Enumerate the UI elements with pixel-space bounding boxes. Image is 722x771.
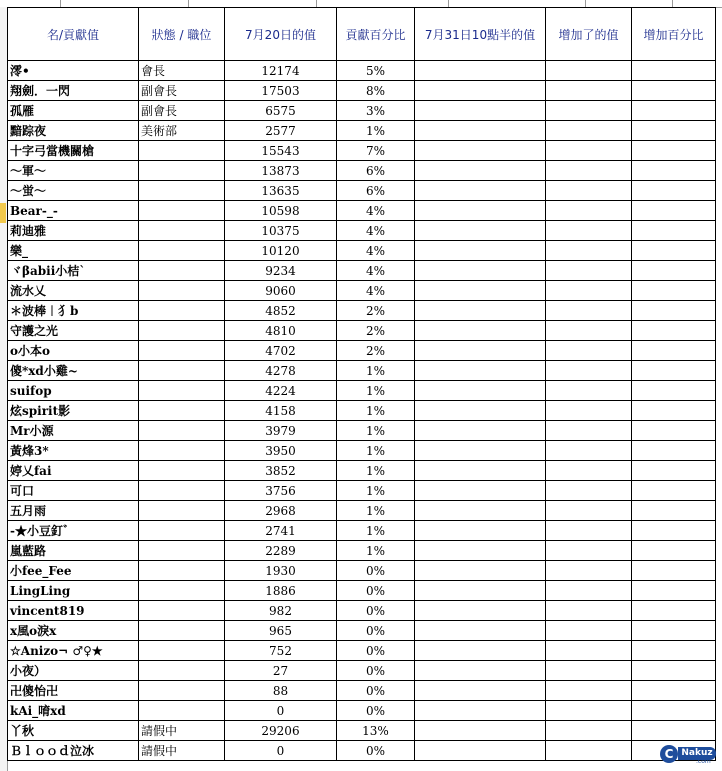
table-row [8, 301, 716, 321]
member-role-cell[interactable] [139, 521, 225, 541]
member-name-cell[interactable]: 澪• [8, 61, 139, 81]
value-0720-cell[interactable]: 3979 [225, 421, 337, 441]
value-0720-cell[interactable]: 6575 [225, 101, 337, 121]
percent-cell[interactable]: 0% [337, 581, 415, 601]
value-0720-cell[interactable]: 2289 [225, 541, 337, 561]
increase-cell[interactable] [546, 61, 632, 81]
increase-percent-cell[interactable] [632, 601, 716, 621]
value-0720-cell[interactable]: 10375 [225, 221, 337, 241]
member-role-cell[interactable] [139, 161, 225, 181]
increase-percent-cell[interactable] [632, 241, 716, 261]
member-role-cell[interactable] [139, 401, 225, 421]
table-row [8, 241, 716, 261]
increase-cell[interactable] [546, 521, 632, 541]
increase-cell[interactable] [546, 141, 632, 161]
increase-percent-cell[interactable] [632, 181, 716, 201]
member-name-cell[interactable]: 樂_ [8, 241, 139, 261]
increase-percent-cell[interactable] [632, 721, 716, 741]
increase-cell[interactable] [546, 441, 632, 461]
value-0731-cell[interactable] [415, 581, 546, 601]
header-value-0720[interactable]: 7月20日的值 [225, 8, 337, 61]
table-row [8, 661, 716, 681]
value-0731-cell[interactable] [415, 281, 546, 301]
value-0720-cell[interactable]: 29206 [225, 721, 337, 741]
percent-cell[interactable]: 4% [337, 201, 415, 221]
increase-percent-cell[interactable] [632, 421, 716, 441]
table-row [8, 61, 716, 81]
table-row [8, 401, 716, 421]
table-row [8, 381, 716, 401]
percent-cell[interactable]: 4% [337, 221, 415, 241]
table-row [8, 421, 716, 441]
increase-cell[interactable] [546, 381, 632, 401]
percent-cell[interactable]: 0% [337, 561, 415, 581]
table-row [8, 541, 716, 561]
member-name-cell[interactable]: 傻*xd小雞~ [8, 361, 139, 381]
member-name-cell[interactable]: 可口 [8, 481, 139, 501]
member-name-cell[interactable]: -★小豆釘゛ [8, 521, 139, 541]
value-0731-cell[interactable] [415, 421, 546, 441]
value-0731-cell[interactable] [415, 61, 546, 81]
value-0731-cell[interactable] [415, 561, 546, 581]
table-row [8, 441, 716, 461]
percent-cell[interactable]: 1% [337, 421, 415, 441]
increase-percent-cell[interactable] [632, 561, 716, 581]
value-0731-cell[interactable] [415, 321, 546, 341]
increase-percent-cell[interactable] [632, 201, 716, 221]
member-role-cell[interactable] [139, 541, 225, 561]
site-logo [660, 744, 718, 766]
member-role-cell[interactable]: 會長 [139, 61, 225, 81]
value-0731-cell[interactable] [415, 401, 546, 421]
percent-cell[interactable]: 2% [337, 301, 415, 321]
percent-cell[interactable]: 3% [337, 101, 415, 121]
increase-percent-cell[interactable] [632, 701, 716, 721]
member-name-cell[interactable]: x風o淚x [8, 621, 139, 641]
table-row [8, 581, 716, 601]
member-role-cell[interactable] [139, 481, 225, 501]
increase-cell[interactable] [546, 401, 632, 421]
member-role-cell[interactable] [139, 641, 225, 661]
member-name-cell[interactable]: 孤雁 [8, 101, 139, 121]
member-role-cell[interactable] [139, 341, 225, 361]
table-row [8, 641, 716, 661]
increase-percent-cell[interactable] [632, 541, 716, 561]
increase-percent-cell[interactable] [632, 381, 716, 401]
value-0720-cell[interactable]: 10120 [225, 241, 337, 261]
increase-percent-cell[interactable] [632, 681, 716, 701]
column-divider [60, 0, 61, 7]
percent-cell[interactable]: 6% [337, 161, 415, 181]
member-role-cell[interactable] [139, 261, 225, 281]
percent-cell[interactable]: 1% [337, 381, 415, 401]
value-0720-cell[interactable]: 2577 [225, 121, 337, 141]
increase-cell[interactable] [546, 501, 632, 521]
header-increase[interactable]: 增加了的值 [546, 8, 632, 61]
percent-cell[interactable]: 7% [337, 141, 415, 161]
increase-percent-cell[interactable] [632, 401, 716, 421]
percent-cell[interactable]: 8% [337, 81, 415, 101]
column-divider [585, 0, 586, 7]
member-name-cell[interactable]: 流水乂 [8, 281, 139, 301]
value-0731-cell[interactable] [415, 501, 546, 521]
header-row [8, 8, 716, 61]
increase-percent-cell[interactable] [632, 221, 716, 241]
increase-cell[interactable] [546, 101, 632, 121]
value-0731-cell[interactable] [415, 261, 546, 281]
increase-percent-cell[interactable] [632, 361, 716, 381]
percent-cell[interactable]: 1% [337, 521, 415, 541]
percent-cell[interactable]: 1% [337, 461, 415, 481]
member-name-cell[interactable]: 翔劍．一閃 [8, 81, 139, 101]
percent-cell[interactable]: 0% [337, 621, 415, 641]
member-role-cell[interactable] [139, 281, 225, 301]
member-name-cell[interactable]: vincent819 [8, 601, 139, 621]
member-role-cell[interactable] [139, 701, 225, 721]
increase-cell[interactable] [546, 281, 632, 301]
value-0720-cell[interactable]: 0 [225, 701, 337, 721]
column-divider [316, 0, 317, 7]
table-row [8, 261, 716, 281]
header-name[interactable]: 名/貢獻值 [8, 8, 139, 61]
increase-cell[interactable] [546, 741, 632, 761]
table-row [8, 121, 716, 141]
table-row [8, 181, 716, 201]
member-role-cell[interactable] [139, 621, 225, 641]
logo-text: Nakuz [678, 747, 716, 760]
increase-cell[interactable] [546, 681, 632, 701]
increase-percent-cell[interactable] [632, 661, 716, 681]
member-role-cell[interactable] [139, 241, 225, 261]
value-0720-cell[interactable]: 1930 [225, 561, 337, 581]
member-name-cell[interactable]: ～軍～ [8, 161, 139, 181]
value-0731-cell[interactable] [415, 181, 546, 201]
member-name-cell[interactable]: 十字弓當機關槍 [8, 141, 139, 161]
increase-cell[interactable] [546, 481, 632, 501]
value-0731-cell[interactable] [415, 341, 546, 361]
member-name-cell[interactable]: ＊波棒︱犭b [8, 301, 139, 321]
increase-percent-cell[interactable] [632, 61, 716, 81]
increase-percent-cell[interactable] [632, 621, 716, 641]
table-row [8, 341, 716, 361]
value-0731-cell[interactable] [415, 741, 546, 761]
increase-cell[interactable] [546, 261, 632, 281]
value-0720-cell[interactable]: 13635 [225, 181, 337, 201]
value-0731-cell[interactable] [415, 361, 546, 381]
value-0731-cell[interactable] [415, 161, 546, 181]
table-row [8, 141, 716, 161]
member-name-cell[interactable]: Ｂｌｏｏｄ泣冰 [8, 741, 139, 761]
value-0720-cell[interactable]: 3950 [225, 441, 337, 461]
value-0720-cell[interactable]: 17503 [225, 81, 337, 101]
value-0731-cell[interactable] [415, 201, 546, 221]
table-row [8, 521, 716, 541]
value-0731-cell[interactable] [415, 701, 546, 721]
table-row [8, 741, 716, 761]
increase-percent-cell[interactable] [632, 321, 716, 341]
value-0731-cell[interactable] [415, 681, 546, 701]
member-role-cell[interactable] [139, 581, 225, 601]
member-role-cell[interactable] [139, 321, 225, 341]
increase-cell[interactable] [546, 201, 632, 221]
member-name-cell[interactable]: o小本o [8, 341, 139, 361]
value-0731-cell[interactable] [415, 101, 546, 121]
percent-cell[interactable]: 1% [337, 501, 415, 521]
value-0731-cell[interactable] [415, 481, 546, 501]
increase-percent-cell[interactable] [632, 281, 716, 301]
column-divider [448, 0, 449, 7]
increase-cell[interactable] [546, 581, 632, 601]
table-row [8, 321, 716, 341]
percent-cell[interactable]: 1% [337, 541, 415, 561]
member-role-cell[interactable] [139, 601, 225, 621]
member-name-cell[interactable]: 丫秋 [8, 721, 139, 741]
table-row [8, 601, 716, 621]
member-role-cell[interactable] [139, 301, 225, 321]
member-role-cell[interactable] [139, 661, 225, 681]
value-0720-cell[interactable]: 88 [225, 681, 337, 701]
value-0720-cell[interactable]: 10598 [225, 201, 337, 221]
percent-cell[interactable]: 1% [337, 361, 415, 381]
value-0731-cell[interactable] [415, 81, 546, 101]
table-row [8, 561, 716, 581]
member-role-cell[interactable] [139, 361, 225, 381]
percent-cell[interactable]: 1% [337, 401, 415, 421]
header-value-0731[interactable]: 7月31日10點半的值 [415, 8, 546, 61]
contribution-table [7, 7, 716, 761]
value-0720-cell[interactable]: 2741 [225, 521, 337, 541]
member-name-cell[interactable]: kAi_唷xd [8, 701, 139, 721]
member-role-cell[interactable]: 副會長 [139, 101, 225, 121]
table-row [8, 101, 716, 121]
table-row [8, 221, 716, 241]
member-role-cell[interactable] [139, 501, 225, 521]
percent-cell[interactable]: 2% [337, 341, 415, 361]
value-0720-cell[interactable]: 4702 [225, 341, 337, 361]
member-role-cell[interactable]: 美術部 [139, 121, 225, 141]
increase-cell[interactable] [546, 541, 632, 561]
value-0720-cell[interactable]: 4278 [225, 361, 337, 381]
increase-percent-cell[interactable] [632, 341, 716, 361]
value-0731-cell[interactable] [415, 141, 546, 161]
table-row [8, 81, 716, 101]
member-role-cell[interactable] [139, 561, 225, 581]
value-0720-cell[interactable]: 13873 [225, 161, 337, 181]
logo-mark-icon: C [660, 745, 678, 763]
percent-cell[interactable]: 4% [337, 261, 415, 281]
increase-cell[interactable] [546, 221, 632, 241]
table-row [8, 361, 716, 381]
member-name-cell[interactable]: 五月雨 [8, 501, 139, 521]
value-0731-cell[interactable] [415, 301, 546, 321]
increase-cell[interactable] [546, 421, 632, 441]
value-0731-cell[interactable] [415, 381, 546, 401]
percent-cell[interactable]: 0% [337, 641, 415, 661]
member-name-cell[interactable]: 莉迪雅 [8, 221, 139, 241]
percent-cell[interactable]: 1% [337, 441, 415, 461]
member-name-cell[interactable]: LingLing [8, 581, 139, 601]
increase-percent-cell[interactable] [632, 441, 716, 461]
value-0720-cell[interactable]: 12174 [225, 61, 337, 81]
table-row [8, 721, 716, 741]
percent-cell[interactable]: 1% [337, 121, 415, 141]
member-name-cell[interactable]: Bear-_- [8, 201, 139, 221]
percent-cell[interactable]: 0% [337, 741, 415, 761]
member-role-cell[interactable] [139, 181, 225, 201]
increase-cell[interactable] [546, 161, 632, 181]
increase-percent-cell[interactable] [632, 141, 716, 161]
member-role-cell[interactable] [139, 461, 225, 481]
table-row [8, 281, 716, 301]
member-name-cell[interactable]: 小夜） [8, 661, 139, 681]
member-role-cell[interactable] [139, 381, 225, 401]
table-row [8, 461, 716, 481]
header-percent[interactable]: 貢獻百分比 [337, 8, 415, 61]
increase-percent-cell[interactable] [632, 501, 716, 521]
member-name-cell[interactable]: Mr小源 [8, 421, 139, 441]
value-0720-cell[interactable]: 4810 [225, 321, 337, 341]
increase-cell[interactable] [546, 81, 632, 101]
percent-cell[interactable]: 0% [337, 661, 415, 681]
value-0720-cell[interactable]: 4158 [225, 401, 337, 421]
member-name-cell[interactable]: ☆Anizo¬ ♂♀★ [8, 641, 139, 661]
value-0720-cell[interactable]: 982 [225, 601, 337, 621]
value-0731-cell[interactable] [415, 441, 546, 461]
value-0720-cell[interactable]: 4224 [225, 381, 337, 401]
value-0720-cell[interactable]: 3756 [225, 481, 337, 501]
value-0731-cell[interactable] [415, 121, 546, 141]
member-name-cell[interactable]: suifop [8, 381, 139, 401]
increase-cell[interactable] [546, 641, 632, 661]
active-row-marker [0, 203, 6, 223]
member-name-cell[interactable]: ～蛍～ [8, 181, 139, 201]
percent-cell[interactable]: 2% [337, 321, 415, 341]
increase-percent-cell[interactable] [632, 521, 716, 541]
increase-percent-cell[interactable] [632, 481, 716, 501]
value-0720-cell[interactable]: 27 [225, 661, 337, 681]
table-row [8, 501, 716, 521]
value-0731-cell[interactable] [415, 541, 546, 561]
increase-percent-cell[interactable] [632, 261, 716, 281]
value-0731-cell[interactable] [415, 221, 546, 241]
percent-cell[interactable]: 0% [337, 601, 415, 621]
logo-domain: .com [696, 758, 711, 765]
member-role-cell[interactable] [139, 421, 225, 441]
increase-percent-cell[interactable] [632, 161, 716, 181]
table-row [8, 161, 716, 181]
percent-cell[interactable]: 5% [337, 61, 415, 81]
percent-cell[interactable]: 4% [337, 241, 415, 261]
increase-percent-cell[interactable] [632, 641, 716, 661]
member-role-cell[interactable] [139, 681, 225, 701]
increase-cell[interactable] [546, 181, 632, 201]
value-0731-cell[interactable] [415, 721, 546, 741]
value-0731-cell[interactable] [415, 461, 546, 481]
value-0720-cell[interactable]: 3852 [225, 461, 337, 481]
percent-cell[interactable]: 0% [337, 681, 415, 701]
value-0731-cell[interactable] [415, 601, 546, 621]
increase-cell[interactable] [546, 321, 632, 341]
value-0720-cell[interactable]: 1886 [225, 581, 337, 601]
member-role-cell[interactable] [139, 221, 225, 241]
member-role-cell[interactable]: 副會長 [139, 81, 225, 101]
member-name-cell[interactable]: 炫spirit影 [8, 401, 139, 421]
increase-cell[interactable] [546, 341, 632, 361]
value-0731-cell[interactable] [415, 641, 546, 661]
member-name-cell[interactable]: 黃烽3* [8, 441, 139, 461]
increase-cell[interactable] [546, 601, 632, 621]
member-name-cell[interactable]: 黯踪夜 [8, 121, 139, 141]
increase-cell[interactable] [546, 721, 632, 741]
increase-percent-cell[interactable] [632, 461, 716, 481]
percent-cell[interactable]: 4% [337, 281, 415, 301]
increase-percent-cell[interactable] [632, 581, 716, 601]
value-0720-cell[interactable]: 2968 [225, 501, 337, 521]
value-0720-cell[interactable]: 9234 [225, 261, 337, 281]
percent-cell[interactable]: 6% [337, 181, 415, 201]
column-divider [188, 0, 189, 7]
percent-cell[interactable]: 13% [337, 721, 415, 741]
increase-cell[interactable] [546, 241, 632, 261]
increase-cell[interactable] [546, 121, 632, 141]
increase-cell[interactable] [546, 301, 632, 321]
member-name-cell[interactable]: 小fee_Fee [8, 561, 139, 581]
table-row [8, 481, 716, 501]
value-0731-cell[interactable] [415, 621, 546, 641]
value-0720-cell[interactable]: 15543 [225, 141, 337, 161]
percent-cell[interactable]: 0% [337, 701, 415, 721]
member-role-cell[interactable]: 請假中 [139, 721, 225, 741]
value-0720-cell[interactable]: 752 [225, 641, 337, 661]
value-0731-cell[interactable] [415, 241, 546, 261]
table-row [8, 701, 716, 721]
member-role-cell[interactable] [139, 441, 225, 461]
increase-cell[interactable] [546, 701, 632, 721]
value-0731-cell[interactable] [415, 521, 546, 541]
member-name-cell[interactable]: 婷乂fai [8, 461, 139, 481]
value-0720-cell[interactable]: 965 [225, 621, 337, 641]
increase-cell[interactable] [546, 621, 632, 641]
member-name-cell[interactable]: ヾβabii小桔` [8, 261, 139, 281]
value-0720-cell[interactable]: 0 [225, 741, 337, 761]
member-role-cell[interactable] [139, 201, 225, 221]
table-row [8, 621, 716, 641]
value-0720-cell[interactable]: 9060 [225, 281, 337, 301]
value-0720-cell[interactable]: 4852 [225, 301, 337, 321]
increase-cell[interactable] [546, 661, 632, 681]
member-role-cell[interactable] [139, 141, 225, 161]
member-name-cell[interactable]: 卍傻怡卍 [8, 681, 139, 701]
header-increase-percent[interactable]: 增加百分比 [632, 8, 716, 61]
increase-percent-cell[interactable] [632, 81, 716, 101]
column-divider [672, 0, 673, 7]
increase-cell[interactable] [546, 361, 632, 381]
percent-cell[interactable]: 1% [337, 481, 415, 501]
increase-cell[interactable] [546, 461, 632, 481]
header-role[interactable]: 狀態 / 職位 [139, 8, 225, 61]
table-row [8, 681, 716, 701]
value-0731-cell[interactable] [415, 661, 546, 681]
table-row [8, 201, 716, 221]
increase-percent-cell[interactable] [632, 121, 716, 141]
member-name-cell[interactable]: 守護之光 [8, 321, 139, 341]
member-name-cell[interactable]: 嵐藍路 [8, 541, 139, 561]
member-role-cell[interactable]: 請假中 [139, 741, 225, 761]
increase-cell[interactable] [546, 561, 632, 581]
increase-percent-cell[interactable] [632, 101, 716, 121]
increase-percent-cell[interactable] [632, 301, 716, 321]
